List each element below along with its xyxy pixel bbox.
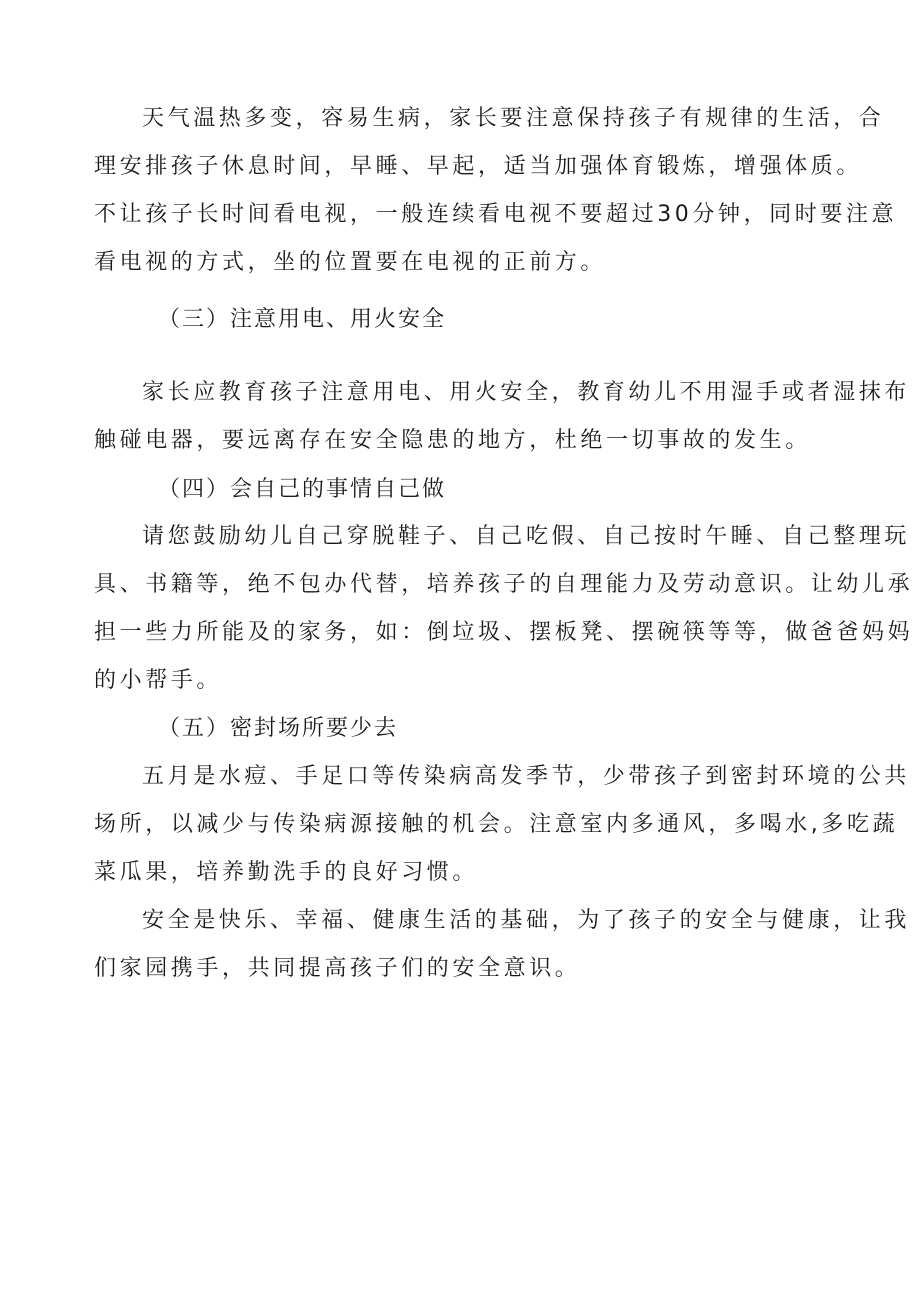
paragraph-line: 具、书籍等，绝不包办代替，培养孩子的自理能力及劳动意识。让幼儿承 bbox=[94, 572, 914, 597]
section-heading: （五）密封场所要少去 bbox=[158, 716, 399, 741]
paragraph-line: 看电视的方式，坐的位置要在电视的正前方。 bbox=[94, 250, 607, 275]
paragraph-line: 请您鼓励幼儿自己穿脱鞋子、自己吃假、自己按时午睡、自己整理玩 bbox=[142, 524, 911, 549]
paragraph-line: 担一些力所能及的家务，如：倒垃圾、摆板凳、摆碗筷等等，做爸爸妈妈 bbox=[94, 620, 914, 645]
paragraph-line: 场所，以减少与传染病源接触的机会。注意室内多通风，多喝水,多吃蔬 bbox=[94, 812, 899, 837]
section-heading: （三）注意用电、用火安全 bbox=[158, 307, 447, 332]
paragraph-line: 们家园携手，共同提高孩子们的安全意识。 bbox=[94, 956, 581, 981]
paragraph-line: 理安排孩子休息时间，早睡、早起，适当加强体育锻炼，增强体质。 bbox=[94, 154, 863, 179]
paragraph-line: 菜瓜果，培养勤洗手的良好习惯。 bbox=[94, 860, 479, 885]
paragraph-line: 家长应教育孩子注意用电、用火安全，教育幼儿不用湿手或者湿抹布 bbox=[142, 380, 911, 405]
paragraph-line: 触碰电器，要远离存在安全隐患的地方，杜绝一切事故的发生。 bbox=[94, 428, 811, 453]
section-heading: （四）会自己的事情自己做 bbox=[158, 477, 447, 502]
paragraph-line: 五月是水痘、手足口等传染病高发季节，少带孩子到密封环境的公共 bbox=[142, 764, 911, 789]
paragraph-line: 安全是快乐、幸福、健康生活的基础，为了孩子的安全与健康，让我 bbox=[142, 908, 911, 933]
paragraph-line: 的小帮手。 bbox=[94, 668, 223, 693]
paragraph-line: 天气温热多变，容易生病，家长要注意保持孩子有规律的生活，合 bbox=[142, 106, 885, 131]
paragraph-line: 不让孩子长时间看电视，一般连续看电视不要超过30分钟，同时要注意 bbox=[94, 202, 898, 227]
